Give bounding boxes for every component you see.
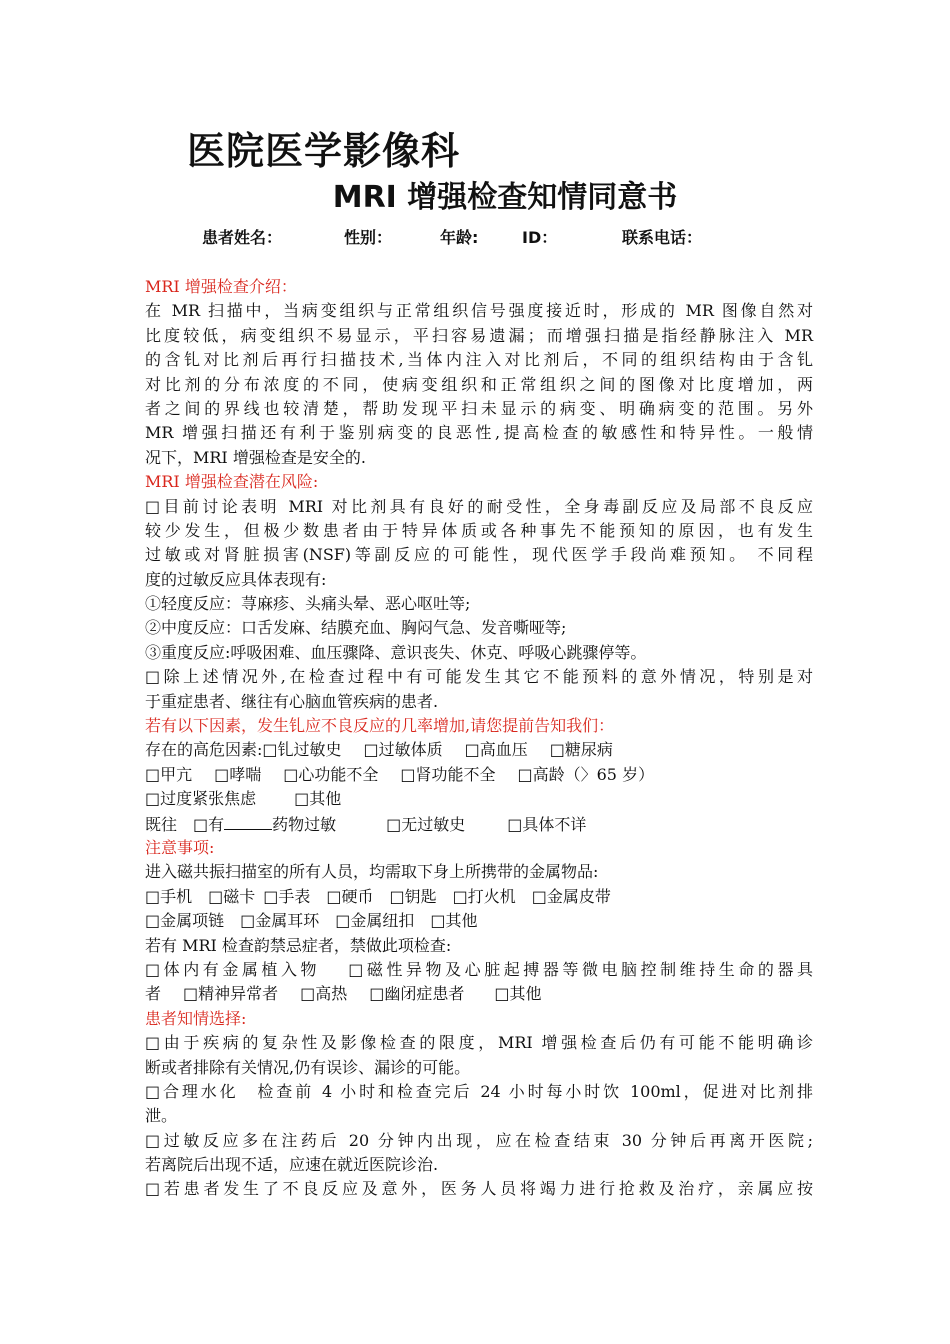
intro-line: 况下，MRI 增强检查是安全的. — [145, 447, 366, 467]
choice-line[interactable]: □合理水化 检查前 4 小时和检查完后 24 小时每小时饮 100ml，促进对比剂排 — [145, 1081, 813, 1101]
checkbox-hyperthyroidism[interactable]: □甲亢 — [145, 764, 193, 784]
checkbox-metal-necklace[interactable]: □金属项链 — [145, 911, 225, 931]
checkbox-renal-insufficiency[interactable]: □肾功能不全 — [400, 764, 496, 784]
contraindication-line[interactable]: □体内有金属植入物 □磁性异物及心脏起搏器等微电脑控制维持生命的器具 — [145, 959, 813, 979]
risk-line: 较少发生，但极少数患者由于特异体质或各种事先不能预知的原因，也有发生 — [145, 520, 813, 540]
risk-line: □目前讨论表明 MRI 对比剂具有良好的耐受性，全身毒副反应及局部不良反应 — [145, 496, 813, 516]
checkbox-unknown[interactable]: □具体不详 — [507, 814, 587, 834]
checkbox-keys[interactable]: □钥匙 — [389, 886, 437, 906]
risks-heading: MRI 增强检查潜在风险: — [145, 472, 319, 492]
checkbox-other-metal[interactable]: □其他 — [430, 911, 478, 931]
drug-allergy-blank[interactable] — [224, 812, 272, 830]
risk-line: □除上述情况外,在检查过程中有可能发生其它不能预料的意外情况，特别是对 — [145, 667, 813, 687]
checkbox-no-allergy[interactable]: □无过敏史 — [386, 814, 466, 834]
history-label: 既往 — [145, 814, 178, 834]
choice-line[interactable]: □由于疾病的复杂性及影像检查的限度，MRI 增强检查后仍有可能不能明确诊 — [145, 1033, 813, 1053]
notes-intro: 进入磁共振扫描室的所有人员，均需取下身上所携带的金属物品: — [145, 862, 599, 882]
checkbox-asthma[interactable]: □哮喘 — [214, 764, 262, 784]
high-risk-row — [145, 763, 813, 787]
high-risk-heading: 若有以下因素，发生钆应不良反应的几率增加,请您提前告知我们： — [145, 716, 615, 736]
intro-line: 者之间的界线也较清楚，帮助发现平扫未显示的病变、明确病变的范围。另外 — [145, 398, 813, 418]
gender-label: 性别： — [344, 228, 393, 247]
age-label: 年龄: — [440, 228, 479, 247]
checkbox-gadolinium-allergy[interactable]: □钆过敏史 — [262, 740, 342, 760]
phone-label: 联系电话： — [622, 228, 703, 247]
intro-heading: MRI 增强检查介绍： — [145, 277, 297, 296]
metal-items-row — [145, 909, 813, 933]
form-title: MRI 增强检查知情同意书 — [332, 180, 678, 215]
risk-line: ③重度反应:呼吸困难、血压骤降、意识丧失、休克、呼吸心跳骤停等。 — [145, 642, 647, 662]
choice-line: 泄。 — [145, 1106, 178, 1126]
form-body — [145, 275, 813, 1202]
checkbox-lighter[interactable]: □打火机 — [452, 886, 516, 906]
checkbox-hypertension[interactable]: □高血压 — [464, 740, 528, 760]
checkbox-anxiety[interactable]: □过度紧张焦虑 — [145, 789, 257, 809]
risk-line: 于重症患者、继往有心脑血管疾病的患者. — [145, 691, 439, 711]
checkbox-metal-buttons[interactable]: □金属纽扣 — [335, 911, 415, 931]
intro-line: 的含钆对比剂后再行扫描技术,当体内注入对比剂后，不同的组织结构由于含钆 — [145, 350, 813, 370]
notes-heading: 注意事项: — [145, 837, 215, 857]
checkbox-high-fever[interactable]: □高热 — [300, 984, 348, 1004]
choice-line[interactable]: □过敏反应多在注药后 20 分钟内出现，应在检查结束 30 分钟后再离开医院; — [145, 1130, 813, 1150]
intro-line: 比度较低，病变组织不易显示，平扫容易遗漏；而增强扫描是指经静脉注入 MR — [145, 325, 813, 345]
contraindication-intro: 若有 MRI 检查韵禁忌症者，禁做此项检查: — [145, 935, 452, 955]
patient-name-label: 患者姓名： — [202, 228, 283, 247]
checkbox-other-risk[interactable]: □其他 — [294, 789, 342, 809]
checkbox-metal-belt[interactable]: □金属皮带 — [531, 886, 611, 906]
contraindication-line-end: 者 — [145, 984, 162, 1004]
choice-line: 若离院后出现不适，应速在就近医院诊治. — [145, 1155, 439, 1175]
intro-line: 在 MR 扫描中，当病变组织与正常组织信号强度接近时，形成的 MR 图像自然对 — [145, 301, 813, 321]
intro-line: MR 增强扫描还有利于鉴别病变的良恶性,提高检查的敏感性和特异性。一般情 — [145, 423, 813, 443]
risk-line: ①轻度反应：荨麻疹、头痛头晕、恶心呕吐等; — [145, 594, 471, 614]
checkbox-magnetic-card[interactable]: □磁卡 — [208, 886, 256, 906]
checkbox-cardiac-insufficiency[interactable]: □心功能不全 — [283, 764, 379, 784]
choices-heading: 患者知情选择: — [145, 1008, 247, 1028]
high-risk-row — [145, 738, 813, 762]
high-risk-row — [145, 787, 813, 811]
metal-items-row — [145, 885, 813, 909]
risk-line: ②中度反应：口舌发麻、结膜充血、胸闷气急、发音嘶哑等; — [145, 618, 567, 638]
checkbox-claustrophobia[interactable]: □幽闭症患者 — [369, 984, 465, 1004]
high-risk-label: 存在的高危因素: — [145, 740, 263, 760]
checkbox-watch[interactable]: □手表 — [263, 886, 311, 906]
id-label: ID： — [522, 228, 558, 247]
choice-line: 断或者排除有关情况,仍有误诊、漏诊的可能。 — [145, 1057, 471, 1077]
checkbox-phone[interactable]: □手机 — [145, 886, 193, 906]
checkbox-other-contra[interactable]: □其他 — [494, 984, 542, 1004]
choice-line[interactable]: □若患者发生了不良反应及意外，医务人员将竭力进行抢救及治疗，亲属应按 — [145, 1179, 813, 1199]
risk-line: 度的过敏反应具体表现有: — [145, 569, 327, 589]
checkbox-metal-earrings[interactable]: □金属耳环 — [240, 911, 320, 931]
checkbox-advanced-age[interactable]: □高龄（〉65 岁） — [517, 764, 655, 784]
drug-allergy-suffix: 药物过敏 — [272, 814, 337, 834]
risk-line: 过敏或对肾脏损害(NSF)等副反应的可能性，现代医学手段尚难预知。 不同程 — [145, 545, 813, 565]
hospital-title: 医院医学影像科 — [187, 129, 461, 173]
checkbox-drug-allergy-yes[interactable]: □有 — [193, 814, 225, 834]
checkbox-diabetes[interactable]: □糖尿病 — [549, 740, 613, 760]
checkbox-mental-disorder[interactable]: □精神异常者 — [183, 984, 279, 1004]
checkbox-coins[interactable]: □硬币 — [326, 886, 374, 906]
allergy-history-row — [145, 812, 813, 836]
checkbox-allergic-constitution[interactable]: □过敏体质 — [363, 740, 443, 760]
intro-line: 对比剂的分布浓度的不同，使病变组织和正常组织之间的图像对比度增加，两 — [145, 374, 813, 394]
contraindication-row — [145, 982, 813, 1006]
